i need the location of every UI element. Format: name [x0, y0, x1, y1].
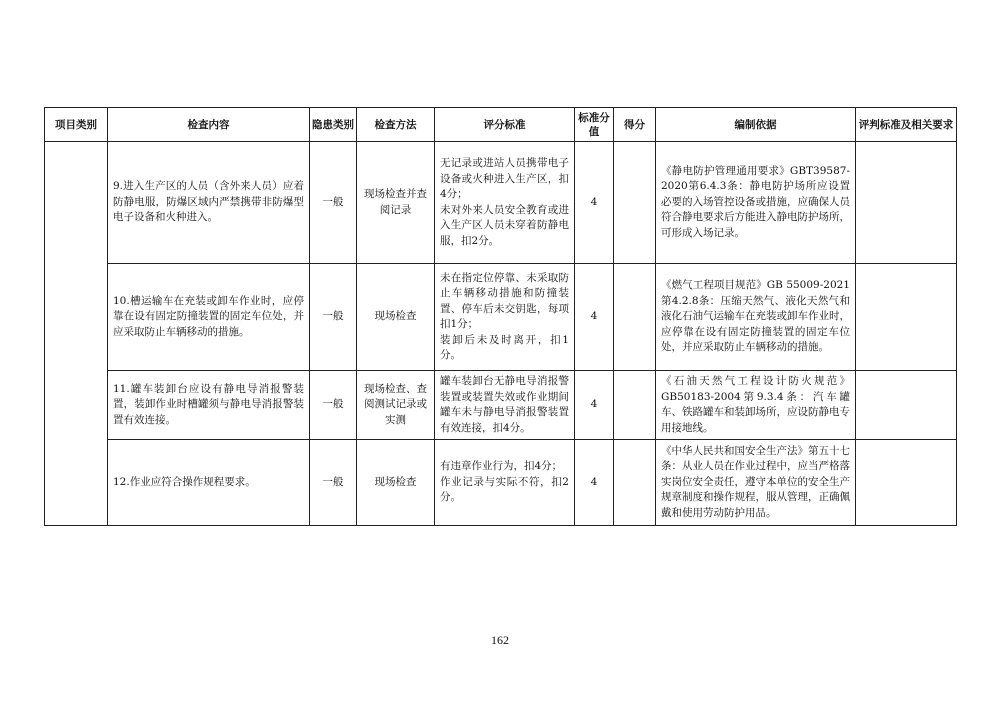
inspection-table [44, 107, 957, 526]
points-cell: 4 [575, 371, 614, 440]
content-cell: 10.槽运输车在充装或卸车作业时，应停靠在设有固定防撞装置的固定车位处，并应采取防止车辆移动的措施。 [108, 264, 310, 371]
hazard-cell: 一般 [310, 371, 357, 440]
header-scoring-standard: 评分标准 [435, 108, 575, 142]
criteria-cell [856, 142, 957, 264]
header-criteria: 评判标准及相关要求 [856, 108, 957, 142]
header-standard-points: 标准分值 [575, 108, 614, 142]
basis-cell: 《石油天然气工程设计防火规范》GB50183-2004第9.3.4条：汽车罐车、铁路罐车和装卸场所，应设防静电专用接地线。 [656, 371, 856, 440]
hazard-cell: 一般 [310, 142, 357, 264]
basis-cell: 《静电防护管理通用要求》GBT39587-2020第6.4.3条：静电防护场所应设置必要的入场管控设备或措施，应确保人员符合静电要求后方能进入静电防护场所，可形成入场记录。 [656, 142, 856, 264]
header-hazard-type: 隐患类别 [310, 108, 357, 142]
basis-cell: 《中华人民共和国安全生产法》第五十七条：从业人员在作业过程中，应当严格落实岗位安全责任，遵守本单位的安全生产规章制度和操作规程，服从管理，正确佩戴和使用劳动防护用品。 [656, 440, 856, 526]
header-score: 得分 [614, 108, 656, 142]
basis-cell: 《燃气工程项目规范》GB 55009-2021 第4.2.8条：压缩天然气、液化天然气和液化石油气运输车在充装或卸车作业时，应停靠在设有固定防撞装置的固定车位处，并应采取防止车辆移动的措施。 [656, 264, 856, 371]
table-row [45, 264, 957, 371]
hazard-cell: 一般 [310, 264, 357, 371]
header-category: 项目类别 [45, 108, 108, 142]
scoring-cell: 未在指定位停靠、未采取防止车辆移动措施和防撞装置、停车后未交钥匙，每项扣1分； 装卸后未及时离开，扣1分。 [435, 264, 575, 371]
method-cell: 现场检查 [357, 264, 435, 371]
header-basis: 编制依据 [656, 108, 856, 142]
table-row [45, 440, 957, 526]
score-cell[interactable] [614, 440, 656, 526]
method-cell: 现场检查并查阅记录 [357, 142, 435, 264]
score-cell[interactable] [614, 142, 656, 264]
score-cell[interactable] [614, 371, 656, 440]
table-header-row [45, 108, 957, 142]
hazard-cell: 一般 [310, 440, 357, 526]
category-cell [45, 142, 108, 526]
scoring-cell: 有违章作业行为，扣4分； 作业记录与实际不符，扣2分。 [435, 440, 575, 526]
method-cell: 现场检查、查阅测试记录或实测 [357, 371, 435, 440]
criteria-cell [856, 440, 957, 526]
content-cell: 12.作业应符合操作规程要求。 [108, 440, 310, 526]
method-cell: 现场检查 [357, 440, 435, 526]
score-cell[interactable] [614, 264, 656, 371]
header-method: 检查方法 [357, 108, 435, 142]
criteria-cell [856, 371, 957, 440]
table-row [45, 371, 957, 440]
points-cell: 4 [575, 264, 614, 371]
content-cell: 11.罐车装卸台应设有静电导消报警装置，装卸作业时槽罐须与静电导消报警装置有效连接。 [108, 371, 310, 440]
points-cell: 4 [575, 142, 614, 264]
table-row [45, 142, 957, 264]
scoring-cell: 罐车装卸台无静电导消报警装置或装置失效或作业期间罐车未与静电导消报警装置有效连接，扣4分。 [435, 371, 575, 440]
content-cell: 9.进入生产区的人员（含外来人员）应着防静电服，防爆区域内严禁携带非防爆型电子设备和火种进入。 [108, 142, 310, 264]
page-number: 162 [491, 633, 509, 647]
header-content: 检查内容 [108, 108, 310, 142]
points-cell: 4 [575, 440, 614, 526]
criteria-cell [856, 264, 957, 371]
scoring-cell: 无记录或进站人员携带电子设备或火种进入生产区，扣4分； 未对外来人员安全教育或进入生产区人员未穿着防静电服，扣2分。 [435, 142, 575, 264]
